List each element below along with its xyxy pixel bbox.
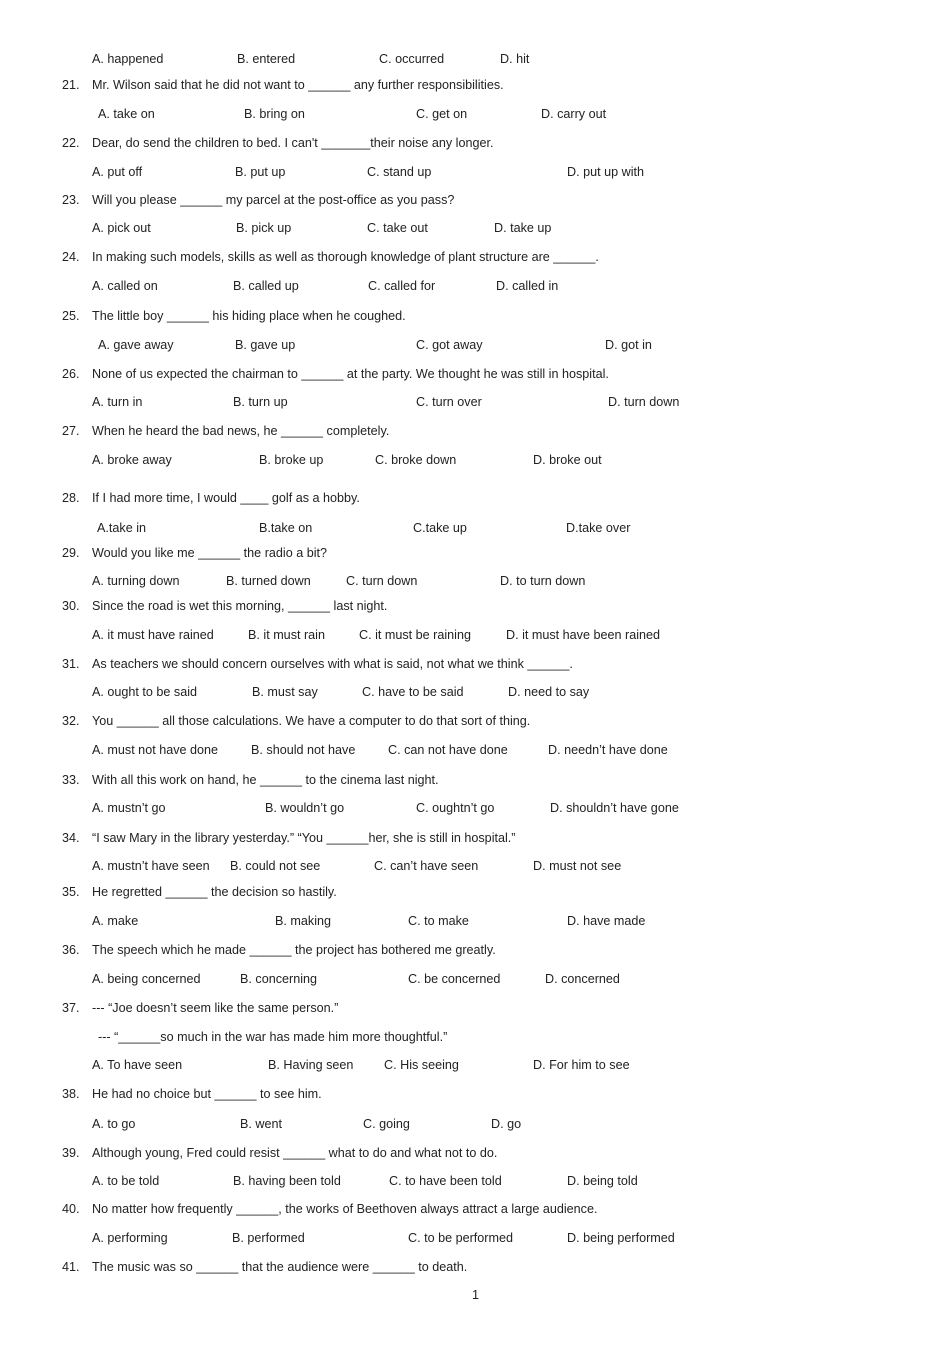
answer-option: B. having been told: [233, 1174, 341, 1188]
answer-option: C. stand up: [367, 165, 432, 179]
question-number: 21.: [62, 78, 80, 92]
answer-option: A.take in: [97, 521, 147, 535]
answer-option: D. hit: [500, 52, 530, 66]
answer-option: D. to turn down: [500, 574, 586, 588]
question-stem: No matter how frequently ______, the works of Beethoven always attract a large audience.: [92, 1202, 598, 1216]
answer-option: A. mustn’t go: [92, 801, 166, 815]
answer-option: C. broke down: [375, 453, 457, 467]
question-stem: He had no choice but ______ to see him.: [92, 1087, 322, 1101]
answer-option: A. it must have rained: [92, 628, 214, 642]
question-stem: --- “Joe doesn’t seem like the same person.”: [92, 1001, 339, 1015]
answer-option: D. carry out: [541, 107, 607, 121]
answer-option: A. must not have done: [92, 743, 219, 757]
answer-option: C. it must be raining: [359, 628, 471, 642]
question-stem: None of us expected the chairman to ______ at the party. We thought he was still in hospital.: [92, 367, 609, 381]
answer-option: D. have made: [567, 914, 646, 928]
answer-option: A. performing: [92, 1231, 168, 1245]
question-number: 40.: [62, 1202, 80, 1216]
answer-option: D. broke out: [533, 453, 602, 467]
answer-option: B.take on: [259, 521, 313, 535]
answer-option: A. broke away: [92, 453, 172, 467]
answer-option: D. being performed: [567, 1231, 675, 1245]
answer-option: D.take over: [566, 521, 631, 535]
question-number: 39.: [62, 1146, 80, 1160]
answer-option: B. called up: [233, 279, 299, 293]
question-number: 27.: [62, 424, 80, 438]
question-number: 22.: [62, 136, 80, 150]
answer-option: A. ought to be said: [92, 685, 198, 699]
answer-option: B. broke up: [259, 453, 324, 467]
answer-option: A. pick out: [92, 221, 151, 235]
answer-option: C. turn down: [346, 574, 418, 588]
answer-option: A. happened: [92, 52, 164, 66]
answer-option: C. be concerned: [408, 972, 501, 986]
question-stem: Since the road is wet this morning, ______ last night.: [92, 599, 388, 613]
answer-option: C. turn over: [416, 395, 482, 409]
answer-option: C. called for: [368, 279, 436, 293]
question-number: 36.: [62, 943, 80, 957]
answer-option: B. wouldn’t go: [265, 801, 345, 815]
question-stem: He regretted ______ the decision so hastily.: [92, 885, 337, 899]
answer-option: B. gave up: [235, 338, 296, 352]
answer-option: B. it must rain: [248, 628, 325, 642]
page-number: 1: [472, 1288, 480, 1302]
question-number: 26.: [62, 367, 80, 381]
answer-option: C. can’t have seen: [374, 859, 479, 873]
answer-option: C. occurred: [379, 52, 445, 66]
question-number: 32.: [62, 714, 80, 728]
answer-option: B. bring on: [244, 107, 305, 121]
answer-option: D. take up: [494, 221, 552, 235]
answer-option: D. called in: [496, 279, 559, 293]
answer-option: B. making: [275, 914, 331, 928]
question-stem: Mr. Wilson said that he did not want to ______ any further responsibilities.: [92, 78, 504, 92]
answer-option: D. it must have been rained: [506, 628, 661, 642]
answer-option: C. His seeing: [384, 1058, 459, 1072]
answer-option: A. mustn’t have seen: [92, 859, 210, 873]
answer-option: C.take up: [413, 521, 467, 535]
answer-option: B. went: [240, 1117, 282, 1131]
answer-option: D. concerned: [545, 972, 620, 986]
question-number: 25.: [62, 309, 80, 323]
question-number: 28.: [62, 491, 80, 505]
answer-option: B. pick up: [236, 221, 292, 235]
answer-option: C. get on: [416, 107, 468, 121]
answer-option: B. put up: [235, 165, 286, 179]
answer-option: B. could not see: [230, 859, 321, 873]
answer-option: B. turned down: [226, 574, 311, 588]
question-number: 38.: [62, 1087, 80, 1101]
answer-option: B. should not have: [251, 743, 356, 757]
answer-option: C. to be performed: [408, 1231, 513, 1245]
question-number: 29.: [62, 546, 80, 560]
answer-option: A. to go: [92, 1117, 136, 1131]
answer-option: B. must say: [252, 685, 318, 699]
question-stem: Would you like me ______ the radio a bit?: [92, 546, 328, 560]
answer-option: B. entered: [237, 52, 296, 66]
answer-option: D. must not see: [533, 859, 622, 873]
answer-option: B. Having seen: [268, 1058, 354, 1072]
answer-option: B. performed: [232, 1231, 305, 1245]
question-number: 41.: [62, 1260, 80, 1274]
answer-option: A. turn in: [92, 395, 143, 409]
question-number: 37.: [62, 1001, 80, 1015]
question-number: 31.: [62, 657, 80, 671]
answer-option: A. called on: [92, 279, 158, 293]
answer-option: C. oughtn’t go: [416, 801, 495, 815]
answer-option: A. being concerned: [92, 972, 201, 986]
answer-option: C. have to be said: [362, 685, 464, 699]
answer-option: C. take out: [367, 221, 428, 235]
answer-option: A. make: [92, 914, 139, 928]
answer-option: A. to be told: [92, 1174, 160, 1188]
answer-option: A. put off: [92, 165, 143, 179]
question-stem: Will you please ______ my parcel at the post-office as you pass?: [92, 193, 455, 207]
answer-option: C. got away: [416, 338, 483, 352]
answer-option: A. take on: [98, 107, 155, 121]
answer-option: C. to have been told: [389, 1174, 502, 1188]
question-stem: You ______ all those calculations. We have a computer to do that sort of thing.: [92, 714, 531, 728]
answer-option: D. being told: [567, 1174, 638, 1188]
question-stem: The music was so ______ that the audience were ______ to death.: [92, 1260, 468, 1274]
question-stem: With all this work on hand, he ______ to the cinema last night.: [92, 773, 439, 787]
question-stem-continued: --- “______so much in the war has made him more thoughtful.”: [98, 1030, 448, 1044]
answer-option: C. can not have done: [388, 743, 508, 757]
answer-option: C. to make: [408, 914, 469, 928]
answer-option: A. To have seen: [92, 1058, 183, 1072]
question-number: 33.: [62, 773, 80, 787]
question-stem: As teachers we should concern ourselves with what is said, not what we think ______.: [92, 657, 573, 671]
question-number: 30.: [62, 599, 80, 613]
answer-option: D. go: [491, 1117, 522, 1131]
question-stem: If I had more time, I would ____ golf as a hobby.: [92, 491, 360, 505]
question-number: 23.: [62, 193, 80, 207]
question-number: 24.: [62, 250, 80, 264]
question-stem: The little boy ______ his hiding place when he coughed.: [92, 309, 406, 323]
question-stem: “I saw Mary in the library yesterday.” “You ______her, she is still in hospital.”: [92, 831, 516, 845]
question-stem: Dear, do send the children to bed. I can't _______their noise any longer.: [92, 136, 494, 150]
question-stem: In making such models, skills as well as thorough knowledge of plant structure are ______.: [92, 250, 599, 264]
answer-option: B. concerning: [240, 972, 318, 986]
answer-option: D. For him to see: [533, 1058, 630, 1072]
question-stem: The speech which he made ______ the project has bothered me greatly.: [92, 943, 496, 957]
answer-option: D. put up with: [567, 165, 645, 179]
answer-option: C. going: [363, 1117, 410, 1131]
answer-option: D. need to say: [508, 685, 590, 699]
question-number: 35.: [62, 885, 80, 899]
answer-option: D. needn’t have done: [548, 743, 668, 757]
answer-option: A. turning down: [92, 574, 180, 588]
question-number: 34.: [62, 831, 80, 845]
answer-option: A. gave away: [98, 338, 174, 352]
question-stem: When he heard the bad news, he ______ completely.: [92, 424, 390, 438]
answer-option: D. got in: [605, 338, 652, 352]
answer-option: B. turn up: [233, 395, 288, 409]
question-stem: Although young, Fred could resist ______ what to do and what not to do.: [92, 1146, 498, 1160]
answer-option: D. shouldn’t have gone: [550, 801, 679, 815]
answer-option: D. turn down: [608, 395, 680, 409]
